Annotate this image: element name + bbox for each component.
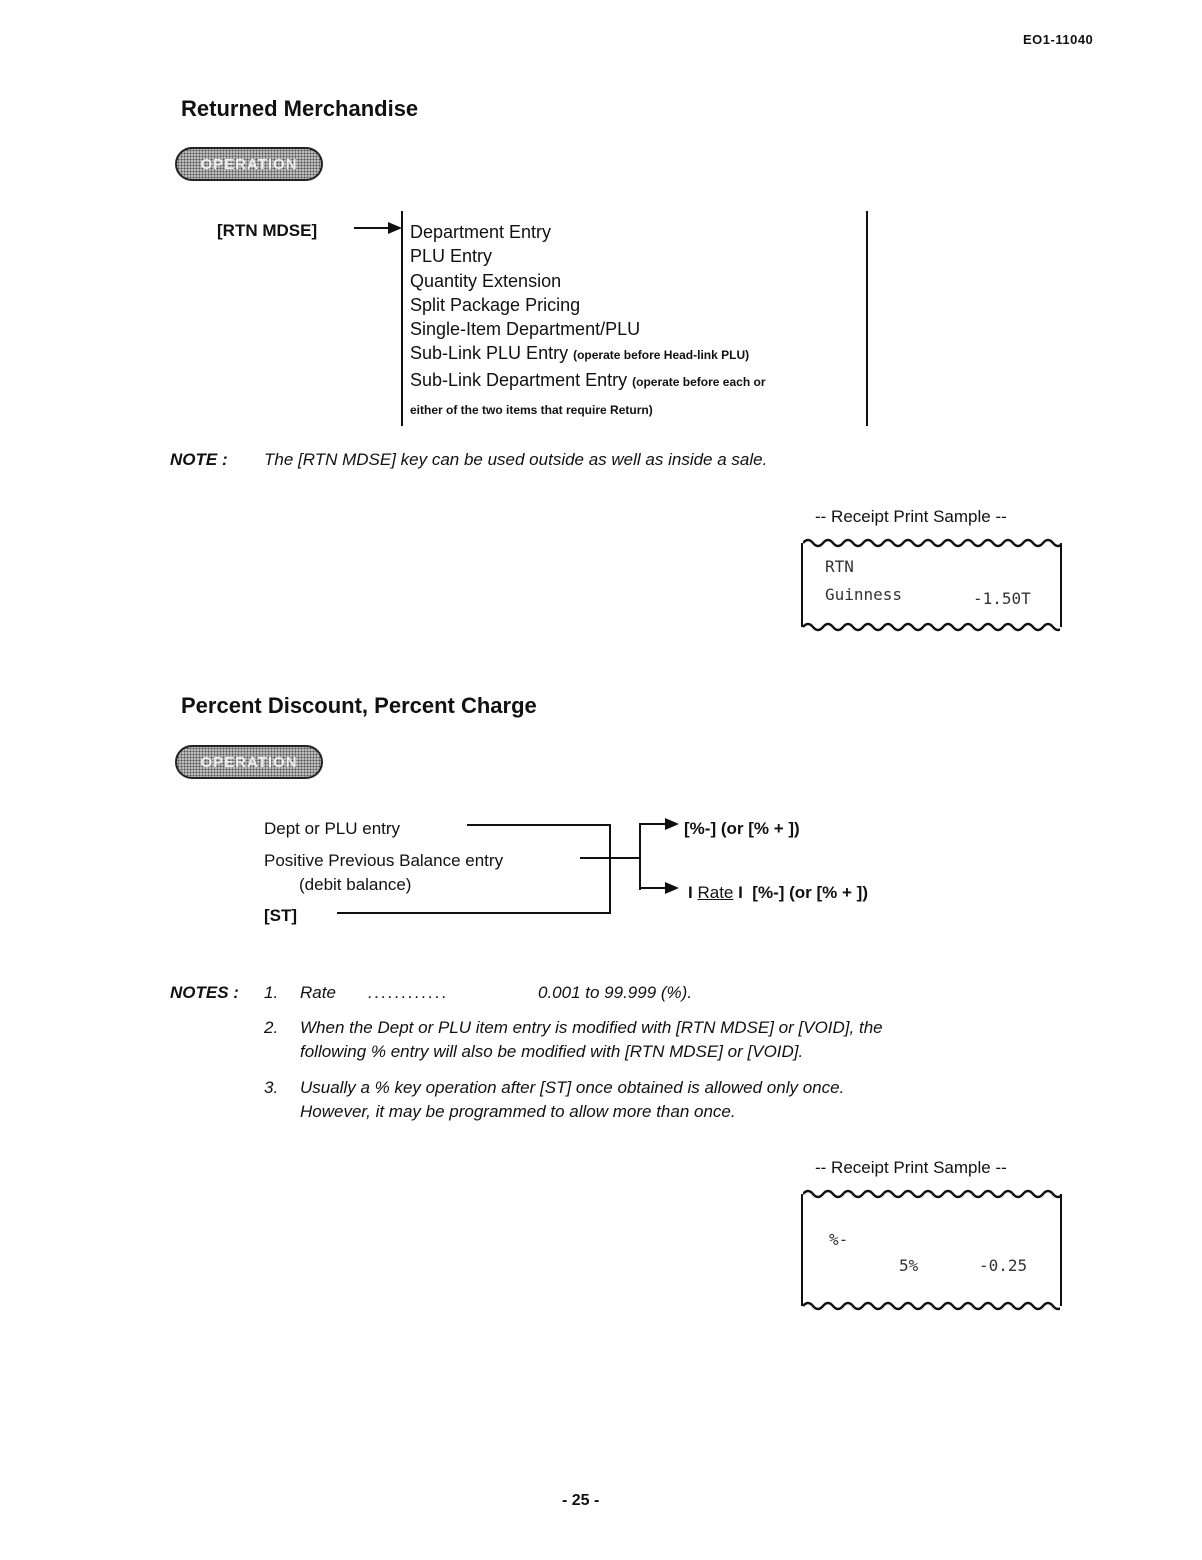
document-id: EO1-11040 <box>1023 32 1094 47</box>
receipt-sample-label: -- Receipt Print Sample -- <box>815 1158 1007 1177</box>
list-item: Single-Item Department/PLU <box>410 319 641 340</box>
input-positive-balance: Positive Previous Balance entry <box>264 851 504 870</box>
receipt-item-value: -1.50T <box>973 589 1031 608</box>
note-rate-dots: ............ <box>368 983 449 1002</box>
list-item: Sub-Link Department Entry (operate before each or <box>410 369 766 390</box>
note-text: following % entry will also be modified with [RTN MDSE] or [VOID]. <box>300 1042 804 1061</box>
note-number: 3. <box>264 1078 279 1097</box>
arrow-right-icon <box>352 220 404 236</box>
receipt-sample-label: -- Receipt Print Sample -- <box>815 507 1007 526</box>
rtn-mdse-key: [RTN MDSE] <box>217 221 318 240</box>
receipt-sample <box>801 543 1062 627</box>
entry-list-left-border <box>401 211 403 426</box>
receipt-line-percent: %- <box>829 1230 849 1249</box>
input-dept-plu: Dept or PLU entry <box>264 819 401 838</box>
input-debit-balance: (debit balance) <box>299 875 412 894</box>
note-rate-value: 0.001 to 99.999 (%). <box>538 983 693 1002</box>
note-text: The [RTN MDSE] key can be used outside as well as inside a sale. <box>264 450 768 469</box>
input-st-key: [ST] <box>264 906 298 925</box>
connector-line <box>467 824 610 826</box>
note-rate-label: Rate <box>300 983 336 1002</box>
note-number: 1. <box>264 983 279 1002</box>
connector-line <box>337 912 610 914</box>
receipt-torn-edge-top <box>803 537 1060 549</box>
rate-field: Rate <box>697 883 734 902</box>
output-percent-key: [%-] (or [% + ]) <box>684 819 800 838</box>
receipt-sample <box>801 1194 1062 1306</box>
list-item: Split Package Pricing <box>410 294 581 315</box>
receipt-torn-edge-bottom <box>803 1300 1060 1312</box>
section-title-percent-discount: Percent Discount, Percent Charge <box>181 693 537 718</box>
note-text: Usually a % key operation after [ST] once obtained is allowed only once. <box>300 1078 845 1097</box>
receipt-line-rtn: RTN <box>825 557 854 576</box>
output-rate-percent: I Rate I [%-] (or [% + ]) <box>688 883 868 902</box>
notes-label: NOTES : <box>170 983 239 1002</box>
note-number: 2. <box>264 1018 279 1037</box>
receipt-discount-value: -0.25 <box>979 1256 1028 1275</box>
operation-badge: OPERATION <box>175 147 323 181</box>
receipt-torn-edge-bottom <box>803 621 1060 633</box>
arrow-right-icon <box>639 817 681 833</box>
list-item-continuation: either of the two items that require Return) <box>410 403 653 418</box>
list-item: Sub-Link PLU Entry (operate before Head-link PLU) <box>410 343 750 364</box>
list-item: Quantity Extension <box>410 270 562 291</box>
entry-list <box>410 220 766 422</box>
receipt-item-name: Guinness <box>825 585 903 604</box>
arrow-right-icon <box>639 881 681 897</box>
list-item: Department Entry <box>410 222 552 242</box>
note-label: NOTE : <box>170 450 228 469</box>
section-title-returned-merchandise: Returned Merchandise <box>181 96 419 121</box>
receipt-rate: 5% <box>899 1256 919 1275</box>
receipt-torn-edge-top <box>803 1188 1060 1200</box>
entry-list-right-border <box>866 211 868 426</box>
connector-line <box>609 824 611 914</box>
operation-badge: OPERATION <box>175 745 323 779</box>
page-number: - 25 - <box>562 1492 600 1509</box>
note-text: However, it may be programmed to allow more than once. <box>300 1102 736 1121</box>
note-text: When the Dept or PLU item entry is modified with [RTN MDSE] or [VOID], the <box>300 1018 883 1037</box>
list-item: PLU Entry <box>410 246 493 267</box>
